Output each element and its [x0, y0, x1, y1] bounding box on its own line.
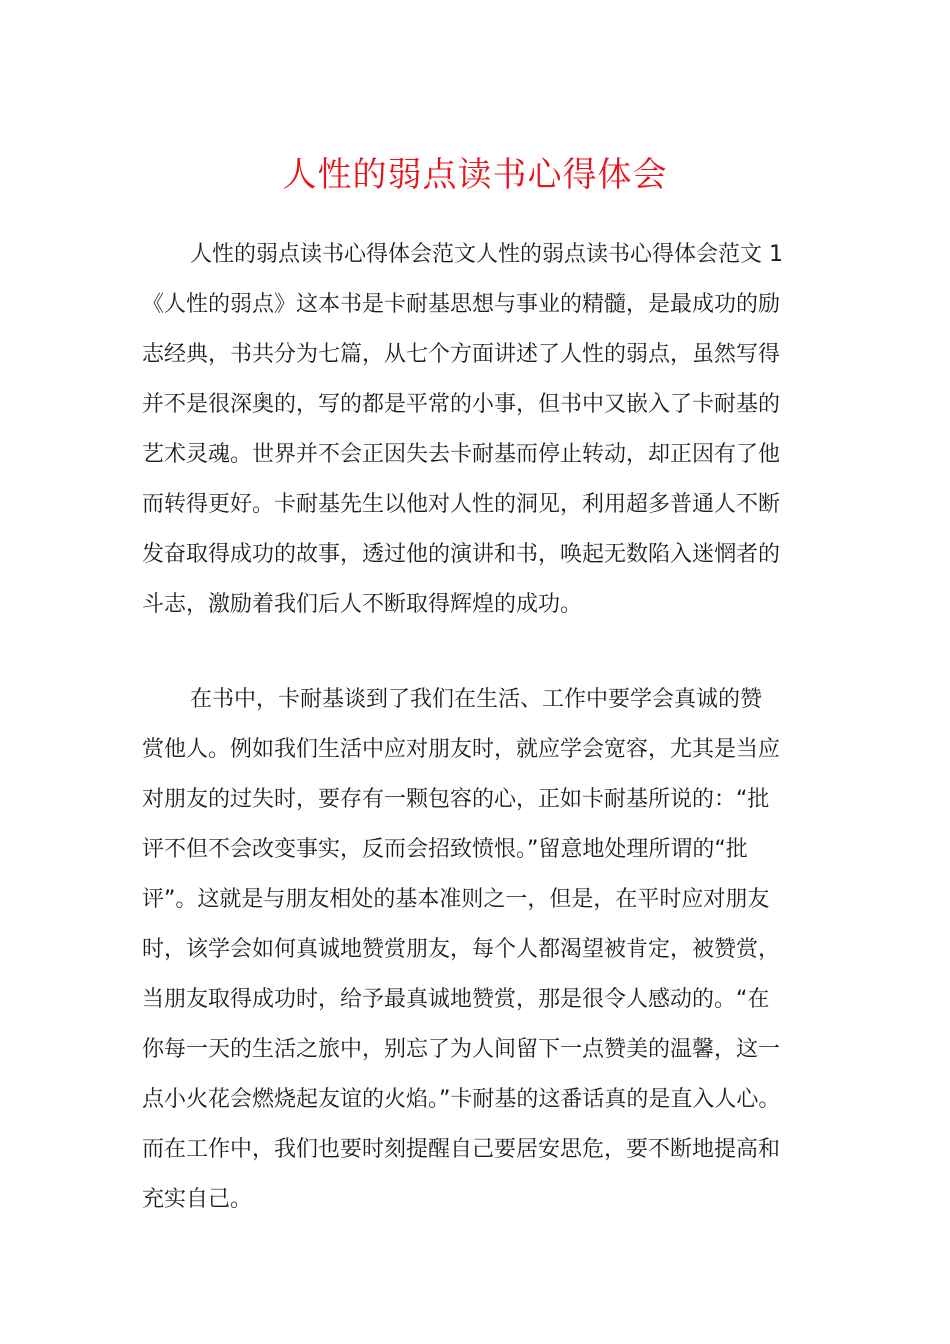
text-line: 你每一天的生活之旅中，别忘了为人间留下一点赞美的温馨，这一	[142, 1037, 781, 1062]
text-line: 而转得更好。卡耐基先生以他对人性的洞见，利用超多普通人不断	[142, 492, 781, 517]
text-line: 对朋友的过失时，要存有一颗包容的心，正如卡耐基所说的：“批	[142, 787, 770, 812]
text-line: 人性的弱点读书心得体会范文人性的弱点读书心得体会范文 1	[190, 242, 783, 267]
text-line: 志经典，书共分为七篇，从七个方面讲述了人性的弱点，虽然写得	[142, 342, 781, 367]
text-line: 在书中，卡耐基谈到了我们在生活、工作中要学会真诚的赞	[190, 687, 763, 712]
text-line: 评不但不会改变事实，反而会招致愤恨。”留意地处理所谓的“批	[142, 837, 748, 862]
text-line: 艺术灵魂。世界并不会正因失去卡耐基而停止转动，却正因有了他	[142, 442, 781, 467]
text-line: 点小火花会燃烧起友谊的火焰。”卡耐基的这番话真的是直入人心。	[142, 1087, 781, 1112]
text-line: 时，该学会如何真诚地赞赏朋友，每个人都渴望被肯定，被赞赏，	[142, 937, 781, 962]
page-title: 人性的弱点读书心得体会	[282, 155, 668, 195]
text-line: 评”。这就是与朋友相处的基本准则之一，但是，在平时应对朋友	[142, 887, 770, 912]
paragraph-1	[142, 230, 822, 630]
text-line: 《人性的弱点》这本书是卡耐基思想与事业的精髓，是最成功的励	[142, 292, 781, 317]
text-line: 赏他人。例如我们生活中应对朋友时，就应学会宽容，尤其是当应	[142, 737, 781, 762]
text-line: 并不是很深奥的，写的都是平常的小事，但书中又嵌入了卡耐基的	[142, 392, 781, 417]
paragraph-2	[142, 675, 822, 1225]
text-line: 充实自己。	[142, 1187, 253, 1212]
text-line: 斗志，激励着我们后人不断取得辉煌的成功。	[142, 592, 583, 617]
text-line: 当朋友取得成功时，给予最真诚地赞赏，那是很令人感动的。“在	[142, 987, 770, 1012]
text-line: 发奋取得成功的故事，透过他的演讲和书，唤起无数陷入迷惘者的	[142, 542, 781, 567]
text-line: 而在工作中，我们也要时刻提醒自己要居安思危，要不断地提高和	[142, 1137, 781, 1162]
